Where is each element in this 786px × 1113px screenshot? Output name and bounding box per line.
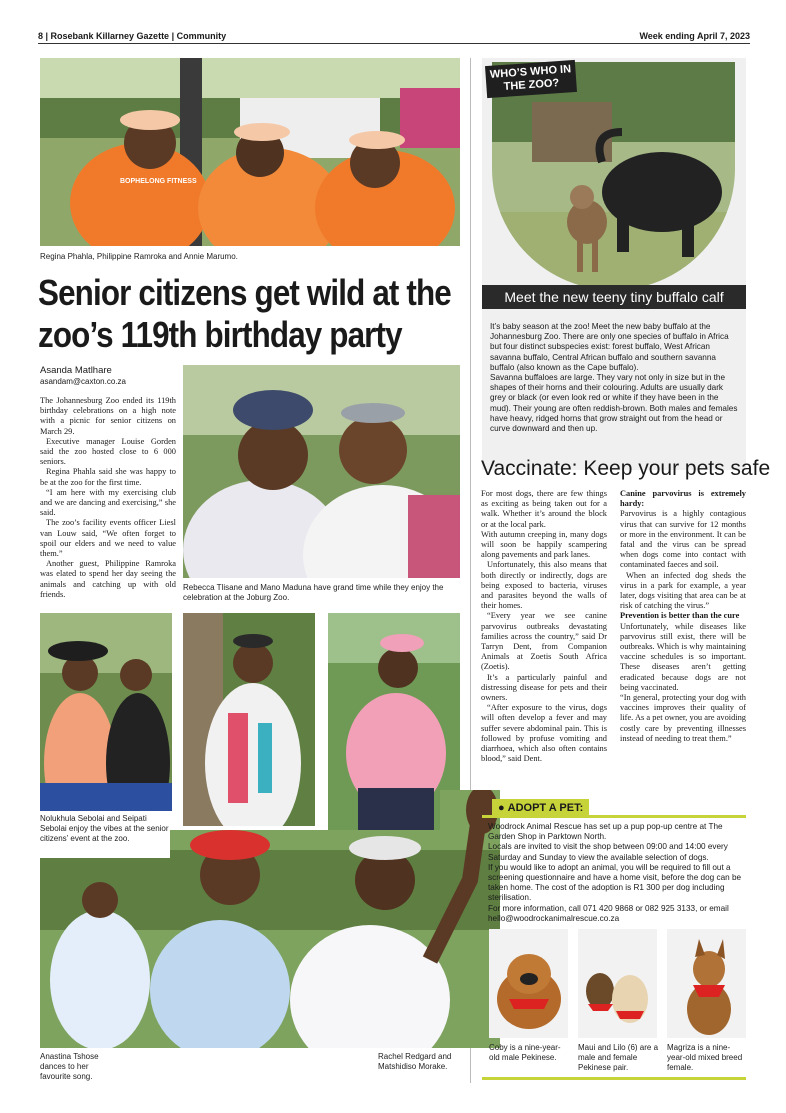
dog-photo-magriza: [667, 929, 746, 1038]
pets-paragraph: With autumn creeping in, many dogs will soon be happily scampering along pavements and park lanes.: [481, 529, 607, 560]
pets-headline: Vaccinate: Keep your pets safe: [481, 457, 771, 480]
pets-paragraph: It’s a particularly painful and distressing disease for pets and their owners.: [481, 672, 607, 703]
paw-icon: ●: [498, 802, 505, 814]
header-right: Week ending April 7, 2023: [639, 31, 750, 41]
photo-nomvuyo: [183, 613, 315, 826]
zoo-title-bar: [482, 285, 746, 309]
pets-paragraph: “In general, protecting your dog with vaccines improves their quality of life. As a pet owner, you are avoiding costly care by preventing illnesses instead of needing to treat them.”: [620, 693, 746, 743]
shirt-print: BOPHELONG FITNESS: [120, 178, 197, 185]
main-paragraph: Another guest, Philippine Ramroka was elated to spend her day seeing the animals and catching up with old friends.: [40, 559, 176, 599]
photo1-caption: Regina Phahla, Philippine Ramroka and Annie Marumo.: [40, 252, 238, 261]
pets-subhead: Canine parvovirus is extremely hardy:: [620, 489, 746, 509]
adopt-bottom-rule: [482, 1077, 746, 1080]
photo6-caption-left: Anastina Tshose dances to her favourite song.: [40, 1052, 99, 1081]
photo3-caption: Nolukhula Sebolai and Seipati Sebolai enjoy the vibes at the senior citizens’ event at the zoo.: [40, 814, 169, 843]
page-header: [38, 30, 750, 44]
photo2-caption: Rebecca Tlisane and Mano Maduna have grand time while they enjoy the celebration at the Joburg Zoo.: [183, 583, 444, 602]
photo6-caption-right: Rachel Redgard and Matshidiso Morake.: [378, 1052, 452, 1071]
main-paragraph: The Johannesburg Zoo ended its 119th birthday celebrations on a high note with a picnic for senior citizens on March 29.: [40, 396, 176, 436]
adopt-line: For more information, call 071 420 9868 or 082 925 3133, or email hello@woodrockanimalrescue.co.za: [488, 903, 729, 923]
adopt-title: [492, 799, 589, 816]
header-left: 8 | Rosebank Killarney Gazette | Community: [38, 31, 227, 41]
zoo-title: Meet the new teeny tiny buffalo calf: [504, 289, 724, 305]
photo-nolukhula-seipati: [40, 613, 172, 811]
main-paragraph: The zoo’s facility events officer Liesl van Louw said, “We often forget to spoil our elders and we need to value them.”: [40, 518, 176, 559]
zoo-body: [490, 322, 740, 434]
pets-paragraph: When an infected dog sheds the virus in a park for example, a year later, dogs visiting that area can be at risk of catching the virus.”: [620, 570, 746, 611]
adopt-line: If you would like to adopt an animal, you will be required to fill out a screening questionnaire and have a home visit, before the dog can be taken home. The cost of the adoption is R1 300 per dog including sterilisation.: [488, 862, 742, 903]
dog-caption-coby: Coby is a nine-year-old male Pekinese.: [489, 1043, 561, 1062]
dog-caption-maui-lilo: Maui and Lilo (6) are a male and female Pekinese pair.: [578, 1043, 659, 1072]
pets-paragraph: “Every year we see canine parvovirus outbreaks devastating families across the country,” said Dr Tarryn Dent, from Companion Animals at Zoetis South Africa (Zoetis).: [481, 611, 607, 672]
main-paragraph: Executive manager Louise Gorden said the zoo hosted close to 6 000 seniors.: [40, 436, 176, 467]
dog-photo-coby: [489, 929, 568, 1038]
adopt-line: Locals are invited to visit the shop between 09:00 and 14:00 every Saturday and Sunday to view the available selection of dogs.: [488, 842, 728, 862]
pets-paragraph: Unfortunately, while diseases like parvovirus still exist, there will be outbreaks. Which is why maintaining vaccine schedules is so important. These diseases aren’t getting eradicated because dogs are not being vaccinated.: [620, 621, 746, 692]
pets-subhead: Prevention is better than the cure: [620, 611, 740, 621]
zoo-badge: [485, 60, 577, 98]
zoo-paragraph: Savanna buffaloes are large. They vary not only in size but in the shapes of their horns and their colouring. Adults are usually dark grey or black (or even look red or white if they have been in the mud). Their young are often reddish-brown. Both males and females have heavy, ridged horns that grow straight out from the head or curve downward and then up.: [490, 373, 738, 434]
pets-paragraph: Parvovirus is a highly contagious virus that can survive for 12 months or more in the environment. It can be fatal and the virus can be spread when dogs come into contact with contaminated faeces and soil.: [620, 509, 746, 570]
zoo-badge-text: WHO’S WHO IN THE ZOO?: [489, 63, 572, 93]
pets-paragraph: “After exposure to the virus, dogs will often develop a fever and may suffer severe abdominal pain. This is followed by profuse vomiting and diarrhoea, which also often contains blood,” said Dent.: [481, 703, 607, 764]
pets-paragraph: For most dogs, there are few things as exciting as being taken out for a walk. Whether it’s around the block or at the local park.: [481, 489, 607, 529]
dog-caption-magriza: Magriza is a nine-year-old mixed breed female.: [667, 1043, 743, 1072]
main-article-body: [40, 396, 176, 600]
byline-email: asandam@caxton.co.za: [40, 377, 126, 386]
main-paragraph: Regina Phahla said she was happy to be at the zoo for the first time.: [40, 467, 176, 487]
pets-column-2: [620, 489, 746, 744]
adopt-line: Woodrock Animal Rescue has set up a pup pop-up centre at The Garden Shop in Parktown North.: [488, 822, 723, 842]
dog-photo-maui-lilo: [578, 929, 657, 1038]
photo-three-women: [40, 58, 460, 246]
adopt-title-text: ADOPT A PET:: [507, 802, 584, 814]
photo-two-women: [183, 365, 460, 578]
byline-name: Asanda Matlhare: [40, 365, 112, 376]
adopt-body: [488, 822, 744, 924]
main-headline: Senior citizens get wild at the zoo’s 119th birthday party: [38, 272, 451, 355]
pets-paragraph: Unfortunately, this also means that both directly or indirectly, dogs are being exposed to bacteria, viruses and parasites beyond the walls of their homes.: [481, 560, 607, 611]
main-paragraph: “I am here with my exercising club and we are dancing and exercising,” she said.: [40, 487, 176, 518]
zoo-paragraph: It’s baby season at the zoo! Meet the new baby buffalo at the Johannesburg Zoo. There are only one species of buffalo in Africa but four distinct subspecies exist: forest buffalo, West African savanna buffalo, Central African buffalo and southern savanna buffalo (also known as the Cape buffalo).: [490, 322, 729, 372]
pets-column-1: [481, 489, 607, 764]
